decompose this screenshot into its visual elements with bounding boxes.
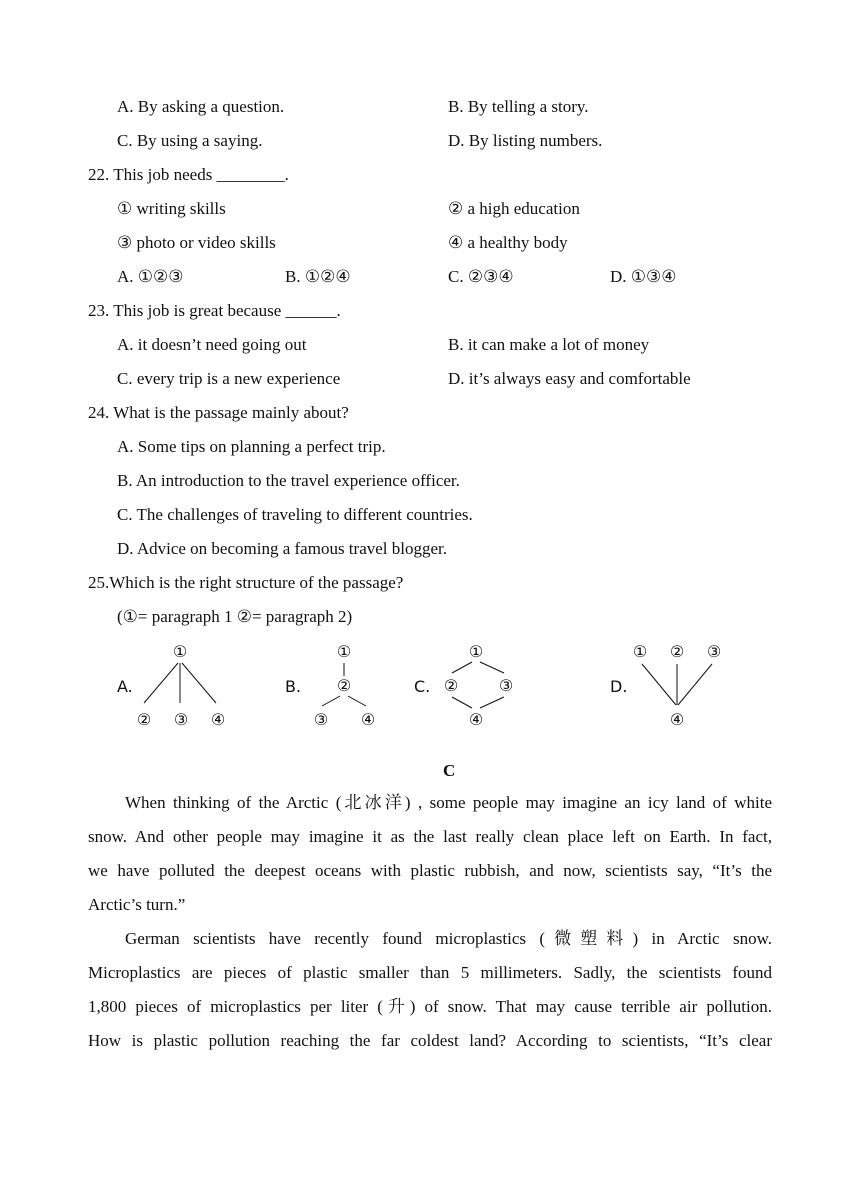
diagram-c-node-4: ④ (468, 710, 484, 729)
diagram-b-node-2: ② (336, 676, 352, 695)
q21-option-b: B. By telling a story. (448, 97, 589, 116)
diagram-c (414, 642, 513, 729)
q24-option-a: A. Some tips on planning a perfect trip. (117, 437, 386, 456)
q22-option-a: A. ①②③ (117, 267, 184, 286)
diagram-d-node-3: ③ (706, 642, 722, 661)
q25-hint: (①= paragraph 1 ②= paragraph 2) (117, 607, 353, 626)
q21-option-c: C. By using a saying. (117, 131, 263, 150)
diagram-c-node-3: ③ (498, 676, 514, 695)
diagram-b-node-4: ④ (360, 710, 376, 729)
diagram-a (117, 642, 225, 729)
diagram-d (610, 642, 721, 729)
q23-option-c: C. every trip is a new experience (117, 369, 341, 388)
q24-option-b: B. An introduction to the travel experience officer. (117, 471, 460, 490)
diagram-c-node-1: ① (468, 642, 484, 661)
q22-item-2: ② a high education (448, 199, 580, 218)
diagram-d-label: D. (610, 677, 628, 696)
q24-option-c: C. The challenges of traveling to different countries. (117, 505, 473, 524)
q23-option-d: D. it’s always easy and comfortable (448, 369, 691, 388)
q21-option-d: D. By listing numbers. (448, 131, 603, 150)
diagram-a-edge (182, 663, 216, 703)
q23-option-b: B. it can make a lot of money (448, 335, 650, 354)
diagram-c-edge (452, 697, 472, 708)
diagram-a-node-2: ② (136, 710, 152, 729)
paragraph-line: Arctic’s turn.” (88, 895, 186, 914)
paragraph-line: 1,800 pieces of microplastics per liter (升) of snow. That may cause terrible air pollution. (88, 997, 772, 1016)
diagram-b-edge (322, 696, 340, 706)
diagram-a-edge (144, 663, 178, 703)
diagram-d-node-2: ② (669, 642, 685, 661)
q24-option-d: D. Advice on becoming a famous travel blogger. (117, 539, 447, 558)
paragraph-line: German scientists have recently found microplastics (微塑料) in Arctic snow. (125, 929, 772, 948)
q22-item-3: ③ photo or video skills (117, 233, 276, 252)
diagram-c-node-2: ② (443, 676, 459, 695)
diagram-a-node-3: ③ (173, 710, 189, 729)
diagram-c-label: C. (414, 677, 431, 696)
passage-paragraph-2 (88, 922, 772, 1058)
paragraph-line: snow. And other people may imagine it as the last really clean place left on Earth. In fact, (88, 827, 772, 846)
q25-stem: 25.Which is the right structure of the passage? (88, 573, 404, 592)
diagram-d-node-4: ④ (669, 710, 685, 729)
diagram-b-edge (348, 696, 366, 706)
diagram-d-edge (678, 664, 712, 705)
q22-item-1: ① writing skills (117, 199, 226, 218)
diagram-b-node-3: ③ (313, 710, 329, 729)
diagram-c-edge (480, 697, 504, 708)
q22-option-d: D. ①③④ (610, 267, 677, 286)
paragraph-line: we have polluted the deepest oceans with plastic rubbish, and now, scientists say, “It’s the (88, 861, 772, 880)
diagram-b-node-1: ① (336, 642, 352, 661)
q23-stem: 23. This job is great because ______. (88, 301, 341, 320)
q22-stem: 22. This job needs ________. (88, 165, 289, 184)
diagram-c-edge (452, 662, 472, 673)
paragraph-line: When thinking of the Arctic (北冰洋) , some people may imagine an icy land of white (125, 793, 772, 812)
q22-item-4: ④ a healthy body (448, 233, 568, 252)
paragraph-line: Microplastics are pieces of plastic smaller than 5 millimeters. Sadly, the scientists found (88, 963, 772, 982)
q22-option-b: B. ①②④ (285, 267, 351, 286)
q21-option-a: A. By asking a question. (117, 97, 285, 116)
diagram-c-edge (480, 662, 504, 673)
passage-paragraph-1 (88, 786, 772, 922)
q22-option-c: C. ②③④ (448, 267, 514, 286)
diagram-a-node-1: ① (172, 642, 188, 661)
diagram-d-edge (642, 664, 676, 705)
diagram-a-node-4: ④ (210, 710, 226, 729)
diagram-b-label: B. (285, 677, 302, 696)
diagram-b (285, 642, 375, 729)
diagram-a-label: A. (117, 677, 133, 696)
diagram-d-node-1: ① (632, 642, 648, 661)
section-c-title: C (443, 761, 456, 780)
q24-stem: 24. What is the passage mainly about? (88, 403, 349, 422)
q23-option-a: A. it doesn’t need going out (117, 335, 307, 354)
paragraph-line: How is plastic pollution reaching the far coldest land? According to scientists, “It’s clear (88, 1031, 772, 1050)
